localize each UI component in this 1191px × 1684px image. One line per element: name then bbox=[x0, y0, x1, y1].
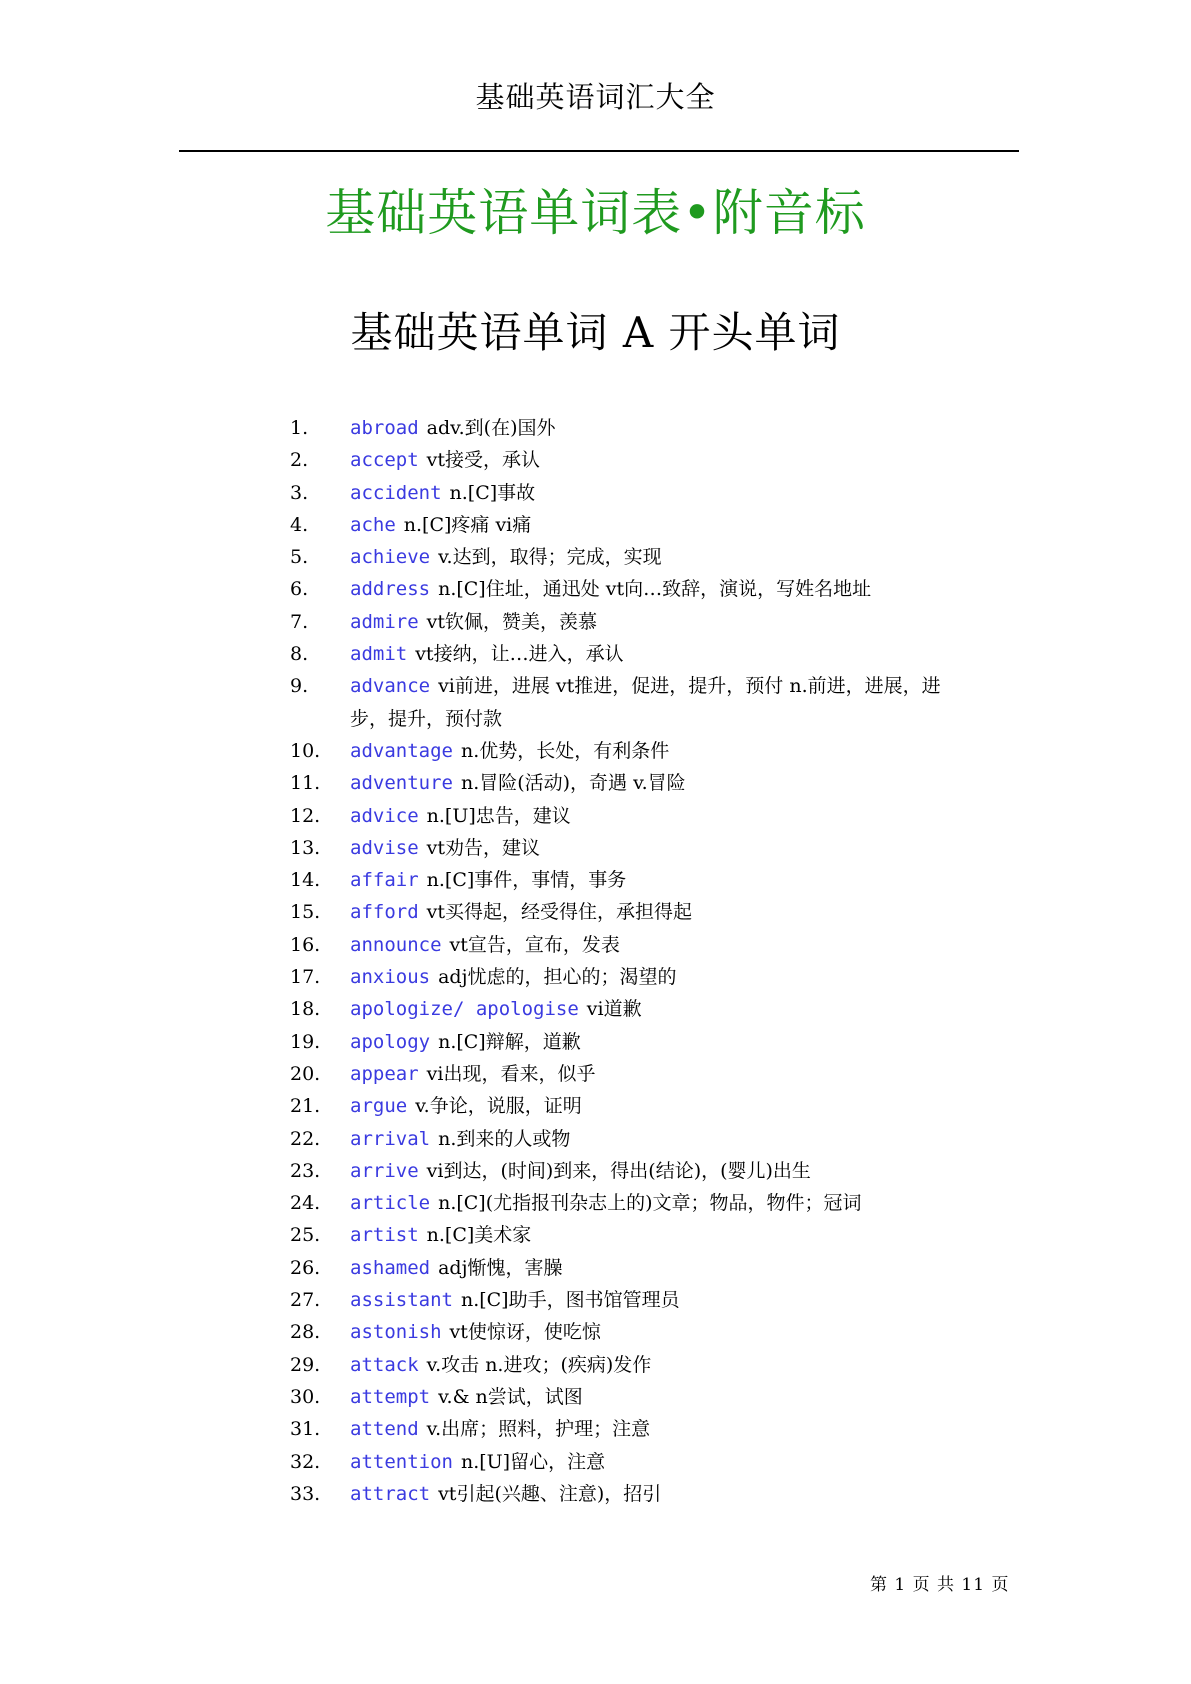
entry-body bbox=[350, 735, 970, 767]
entry-definition: n.到来的人或物 bbox=[438, 1127, 571, 1150]
word-entry bbox=[290, 509, 970, 541]
entry-definition: n.[C]事件，事情，事务 bbox=[426, 869, 627, 892]
word-entry bbox=[290, 896, 970, 928]
entry-headword: adventure bbox=[350, 772, 453, 795]
entry-body bbox=[350, 1446, 970, 1478]
section-heading: 基础英语单词 A 开头单词 bbox=[350, 308, 841, 357]
word-list bbox=[290, 412, 970, 1510]
entry-definition: vi道歉 bbox=[586, 998, 642, 1021]
entry-number: 11. bbox=[290, 772, 321, 795]
entry-number: 15. bbox=[290, 901, 321, 924]
entry-number: 3. bbox=[290, 481, 309, 504]
entry-headword: announce bbox=[350, 933, 442, 956]
entry-headword: attend bbox=[350, 1418, 419, 1441]
entry-body bbox=[350, 541, 970, 573]
document-title: 基础英语单词表•附音标 bbox=[325, 184, 866, 242]
word-entry bbox=[290, 1284, 970, 1316]
word-entry bbox=[290, 864, 970, 896]
entry-number: 27. bbox=[290, 1289, 321, 1312]
entry-body bbox=[350, 509, 970, 541]
entry-headword: achieve bbox=[350, 546, 431, 569]
entry-headword: advice bbox=[350, 804, 419, 827]
entry-headword: admire bbox=[350, 610, 419, 633]
entry-headword: address bbox=[350, 578, 431, 601]
word-entry bbox=[290, 993, 970, 1025]
word-entry bbox=[290, 670, 970, 735]
entry-definition: vt钦佩，赞美，羡慕 bbox=[426, 610, 598, 633]
entry-number: 2. bbox=[290, 449, 309, 472]
entry-body bbox=[350, 1123, 970, 1155]
word-entry bbox=[290, 1155, 970, 1187]
entry-body bbox=[350, 573, 970, 605]
entry-number: 16. bbox=[290, 933, 321, 956]
entry-definition: adv.到(在)国外 bbox=[426, 417, 556, 439]
entry-definition: n.[C]辩解，道歉 bbox=[438, 1030, 581, 1053]
entry-headword: accident bbox=[350, 481, 442, 504]
word-entry bbox=[290, 541, 970, 573]
entry-headword: afford bbox=[350, 901, 419, 924]
entry-definition: n.[C](尤指报刊杂志上的)文章；物品，物件；冠词 bbox=[438, 1192, 862, 1215]
entry-number: 22. bbox=[290, 1127, 321, 1150]
entry-headword: apologize/ apologise bbox=[350, 998, 579, 1021]
entry-definition: n.[U]留心，注意 bbox=[460, 1450, 606, 1473]
entry-definition: v.出席；照料，护理；注意 bbox=[426, 1418, 651, 1441]
entry-body bbox=[350, 1187, 970, 1219]
entry-number: 6. bbox=[290, 578, 309, 601]
entry-definition: vt买得起，经受得住，承担得起 bbox=[426, 901, 693, 924]
word-entry bbox=[290, 1187, 970, 1219]
entry-definition: vt劝告，建议 bbox=[426, 836, 541, 859]
entry-body bbox=[350, 896, 970, 928]
entry-headword: apology bbox=[350, 1030, 431, 1053]
entry-number: 1. bbox=[290, 417, 309, 439]
entry-body bbox=[350, 670, 970, 735]
entry-number: 18. bbox=[290, 998, 321, 1021]
word-entry bbox=[290, 1058, 970, 1090]
entry-body bbox=[350, 1316, 970, 1348]
entry-headword: artist bbox=[350, 1224, 419, 1247]
word-entry bbox=[290, 477, 970, 509]
entry-number: 19. bbox=[290, 1030, 321, 1053]
entry-definition: vt引起(兴趣、注意)，招引 bbox=[438, 1482, 662, 1505]
entry-definition: v.& n尝试，试图 bbox=[438, 1385, 583, 1408]
word-entry bbox=[290, 832, 970, 864]
word-entry bbox=[290, 800, 970, 832]
entry-number: 17. bbox=[290, 966, 321, 989]
word-entry bbox=[290, 1219, 970, 1251]
entry-headword: astonish bbox=[350, 1321, 442, 1344]
entry-headword: attempt bbox=[350, 1385, 431, 1408]
entry-headword: advance bbox=[350, 675, 431, 698]
word-entry bbox=[290, 961, 970, 993]
entry-definition: n.[C]助手，图书馆管理员 bbox=[460, 1289, 680, 1312]
entry-number: 7. bbox=[290, 610, 309, 633]
entry-headword: ache bbox=[350, 513, 396, 536]
entry-definition: n.[C]疼痛 vi痛 bbox=[403, 513, 532, 536]
word-entry bbox=[290, 767, 970, 799]
page-number: 第 1 页 共 11 页 bbox=[870, 1575, 1010, 1595]
entry-headword: attention bbox=[350, 1450, 453, 1473]
entry-body bbox=[350, 1219, 970, 1251]
entry-definition: n.[C]事故 bbox=[449, 481, 536, 504]
word-entry bbox=[290, 929, 970, 961]
entry-definition: n.优势，长处，有利条件 bbox=[460, 739, 670, 762]
entry-number: 28. bbox=[290, 1321, 321, 1344]
entry-definition: n.冒险(活动)，奇遇 v.冒险 bbox=[460, 772, 686, 795]
entry-body bbox=[350, 767, 970, 799]
entry-headword: anxious bbox=[350, 966, 431, 989]
entry-number: 25. bbox=[290, 1224, 321, 1247]
entry-headword: admit bbox=[350, 643, 408, 666]
entry-headword: article bbox=[350, 1192, 431, 1215]
entry-headword: advantage bbox=[350, 739, 453, 762]
running-header: 基础英语词汇大全 bbox=[475, 80, 716, 114]
word-entry bbox=[290, 1446, 970, 1478]
entry-headword: affair bbox=[350, 869, 419, 892]
entry-body bbox=[350, 800, 970, 832]
entry-body bbox=[350, 993, 970, 1025]
entry-definition: n.[C]美术家 bbox=[426, 1224, 532, 1247]
entry-body bbox=[350, 477, 970, 509]
entry-definition: adj忧虑的，担心的；渴望的 bbox=[438, 966, 677, 989]
entry-number: 26. bbox=[290, 1256, 321, 1279]
entry-number: 12. bbox=[290, 804, 321, 827]
entry-number: 10. bbox=[290, 739, 321, 762]
entry-definition: vt接纳，让…进入，承认 bbox=[415, 643, 624, 666]
entry-body bbox=[350, 929, 970, 961]
entry-number: 5. bbox=[290, 546, 309, 569]
entry-number: 23. bbox=[290, 1159, 321, 1182]
entry-definition: n.[C]住址，通迅处 vt向…致辞，演说，写姓名地址 bbox=[438, 578, 872, 601]
entry-body bbox=[350, 444, 970, 476]
entry-body bbox=[350, 1155, 970, 1187]
entry-definition: vt使惊讶，使吃惊 bbox=[449, 1321, 601, 1344]
entry-definition: v.争论，说服，证明 bbox=[415, 1095, 582, 1118]
entry-headword: attract bbox=[350, 1482, 431, 1505]
entry-body bbox=[350, 1252, 970, 1284]
entry-definition: vt宣告，宣布，发表 bbox=[449, 933, 620, 956]
entry-number: 32. bbox=[290, 1450, 321, 1473]
entry-body bbox=[350, 606, 970, 638]
entry-headword: appear bbox=[350, 1062, 419, 1085]
word-entry bbox=[290, 1478, 970, 1510]
entry-headword: attack bbox=[350, 1353, 419, 1376]
entry-headword: accept bbox=[350, 449, 419, 472]
entry-headword: assistant bbox=[350, 1289, 453, 1312]
entry-body bbox=[350, 1026, 970, 1058]
entry-body bbox=[350, 1413, 970, 1445]
entry-headword: argue bbox=[350, 1095, 408, 1118]
entry-body bbox=[350, 1058, 970, 1090]
entry-number: 14. bbox=[290, 869, 321, 892]
word-entry bbox=[290, 1026, 970, 1058]
word-entry bbox=[290, 1413, 970, 1445]
entry-body bbox=[350, 1349, 970, 1381]
entry-definition: vi到达，(时间)到来，得出(结论)，(婴儿)出生 bbox=[426, 1159, 811, 1182]
entry-body bbox=[350, 1284, 970, 1316]
entry-number: 13. bbox=[290, 836, 321, 859]
word-entry bbox=[290, 606, 970, 638]
entry-body bbox=[350, 832, 970, 864]
entry-body bbox=[350, 638, 970, 670]
word-entry bbox=[290, 573, 970, 605]
entry-headword: abroad bbox=[350, 417, 419, 439]
entry-definition: v.攻击 n.进攻；(疾病)发作 bbox=[426, 1353, 652, 1376]
entry-number: 29. bbox=[290, 1353, 321, 1376]
entry-definition: v.达到，取得；完成，实现 bbox=[438, 546, 662, 569]
word-entry bbox=[290, 735, 970, 767]
entry-headword: arrive bbox=[350, 1159, 419, 1182]
word-entry bbox=[290, 1349, 970, 1381]
entry-number: 24. bbox=[290, 1192, 321, 1215]
entry-definition: n.[U]忠告，建议 bbox=[426, 804, 571, 827]
entry-body bbox=[350, 1381, 970, 1413]
word-entry bbox=[290, 638, 970, 670]
entry-definition: vt接受，承认 bbox=[426, 449, 541, 472]
entry-number: 9. bbox=[290, 675, 309, 698]
word-entry bbox=[290, 1381, 970, 1413]
word-entry bbox=[290, 444, 970, 476]
word-entry bbox=[290, 1090, 970, 1122]
entry-definition: vi出现，看来，似乎 bbox=[426, 1062, 596, 1085]
entry-definition: adj惭愧，害臊 bbox=[438, 1256, 563, 1279]
word-entry bbox=[290, 1123, 970, 1155]
entry-body bbox=[350, 961, 970, 993]
entry-number: 20. bbox=[290, 1062, 321, 1085]
entry-headword: advise bbox=[350, 836, 419, 859]
entry-definition: vi前进，进展 vt推进，促进，提升，预付 n.前进，进展，进步，提升，预付款 bbox=[350, 675, 941, 730]
entry-body bbox=[350, 864, 970, 896]
entry-body bbox=[350, 1090, 970, 1122]
word-entry bbox=[290, 1316, 970, 1348]
header-divider bbox=[179, 150, 1019, 152]
word-entry bbox=[290, 1252, 970, 1284]
entry-number: 4. bbox=[290, 513, 309, 536]
entry-number: 21. bbox=[290, 1095, 321, 1118]
entry-number: 33. bbox=[290, 1482, 321, 1505]
entry-body bbox=[350, 1478, 970, 1510]
entry-body bbox=[350, 412, 970, 444]
entry-number: 31. bbox=[290, 1418, 321, 1441]
entry-number: 8. bbox=[290, 643, 309, 666]
entry-headword: ashamed bbox=[350, 1256, 431, 1279]
entry-number: 30. bbox=[290, 1385, 321, 1408]
entry-headword: arrival bbox=[350, 1127, 431, 1150]
word-entry bbox=[290, 412, 970, 444]
